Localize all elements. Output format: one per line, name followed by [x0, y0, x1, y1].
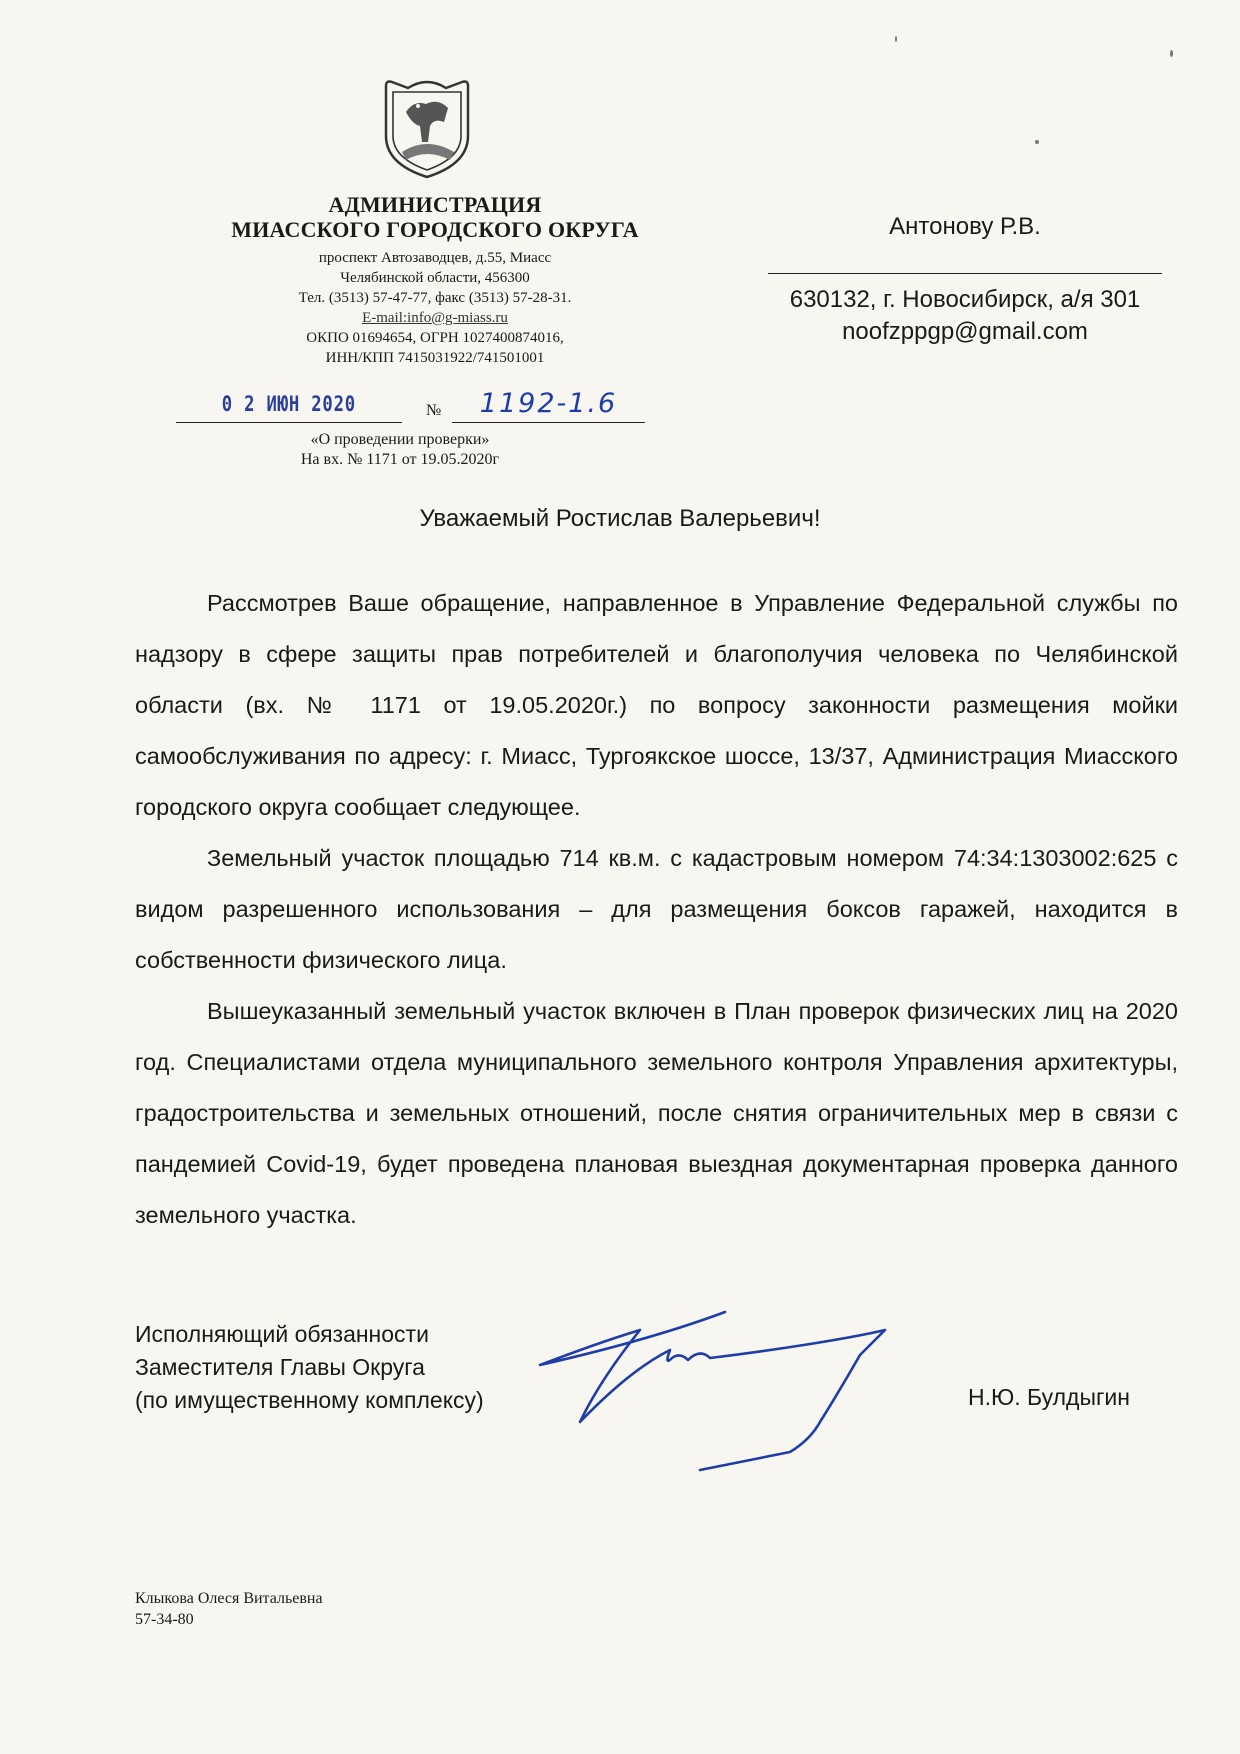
- org-email-link[interactable]: E-mail:info@g-miass.ru: [362, 310, 508, 326]
- salutation: Уважаемый Ростислав Валерьевич!: [419, 505, 821, 532]
- date-stamp: 0 2 ИЮН 2020: [221, 392, 357, 416]
- position-line: Заместителя Главы Округа: [135, 1354, 425, 1380]
- scan-speck: [1170, 50, 1173, 57]
- addressee-address: 630132, г. Новосибирск, а/я 301: [789, 286, 1141, 313]
- number-sign: №: [426, 402, 442, 419]
- incoming-reference: На вх. № 1171 от 19.05.2020г: [300, 451, 500, 468]
- scan-speck: [1035, 140, 1039, 144]
- subject-block: [250, 430, 550, 470]
- org-inn-line: ИНН/КПП 7415031922/741501001: [325, 350, 545, 366]
- addressee-name: Антонову Р.В.: [889, 213, 1041, 240]
- scan-speck: [895, 36, 897, 42]
- org-codes-line: ОКПО 01694654, ОГРН 1027400874016,: [306, 330, 564, 346]
- org-name-line-2: МИАССКОГО ГОРОДСКОГО ОКРУГА: [231, 217, 639, 242]
- signer-name: Н.Ю. Булдыгин: [968, 1384, 1130, 1410]
- org-name-line-1: АДМИНИСТРАЦИЯ: [328, 192, 542, 217]
- addressee-rule: [768, 273, 1162, 274]
- registration-number-field: [452, 390, 645, 423]
- letter-body: [135, 578, 1178, 1241]
- handwritten-signature: [520, 1300, 990, 1475]
- org-address-line: Челябинской области, 456300: [340, 270, 530, 286]
- coat-of-arms-icon: [378, 78, 476, 180]
- addressee-block: [760, 212, 1170, 348]
- body-paragraph: Вышеуказанный земельный участок включен в План проверок физических лиц на 2020 год. Специалистами отдела муниципального земельного контроля Управления архитектуры, градостроительства и земельных отношений, после снятия ограничительных мер в связи с пандемией Covid-19, будет проведена плановая выездная документарная проверка данного земельного участка.: [135, 998, 1178, 1228]
- addressee-email[interactable]: noofzppgp@gmail.com: [842, 318, 1088, 345]
- executor-phone: 57-34-80: [135, 1611, 194, 1628]
- org-phone-line: Тел. (3513) 57-47-77, факс (3513) 57-28-31.: [298, 290, 572, 306]
- position-line: Исполняющий обязанности: [135, 1321, 429, 1347]
- organization-header: [150, 192, 720, 368]
- executor-name: Клыкова Олеся Витальевна: [135, 1590, 323, 1607]
- org-address-line: проспект Автозаводцев, д.55, Миасс: [318, 250, 552, 266]
- position-line: (по имущественному комплексу): [135, 1387, 484, 1413]
- registration-date-field: [176, 390, 402, 423]
- signatory-position: [135, 1318, 484, 1417]
- handwritten-number: 1192-1.6: [479, 388, 618, 419]
- body-paragraph: Земельный участок площадью 714 кв.м. с кадастровым номером 74:34:1303002:625 с видом разрешенного использования – для размещения боксов гаражей, находится в собственности физического лица.: [135, 845, 1178, 973]
- executor-block: [135, 1588, 323, 1630]
- body-paragraph: Рассмотрев Ваше обращение, направленное в Управление Федеральной службы по надзору в сфере защиты прав потребителей и благополучия человека по Челябинской области (вх. № 1171 от 19.05.2020г.) по вопросу законности размещения мойки самообслуживания по адресу: г. Миасс, Тургоякское шоссе, 13/37, Администрация Миасского городского округа сообщает следующее.: [135, 590, 1178, 820]
- subject-line: «О проведении проверки»: [310, 431, 490, 448]
